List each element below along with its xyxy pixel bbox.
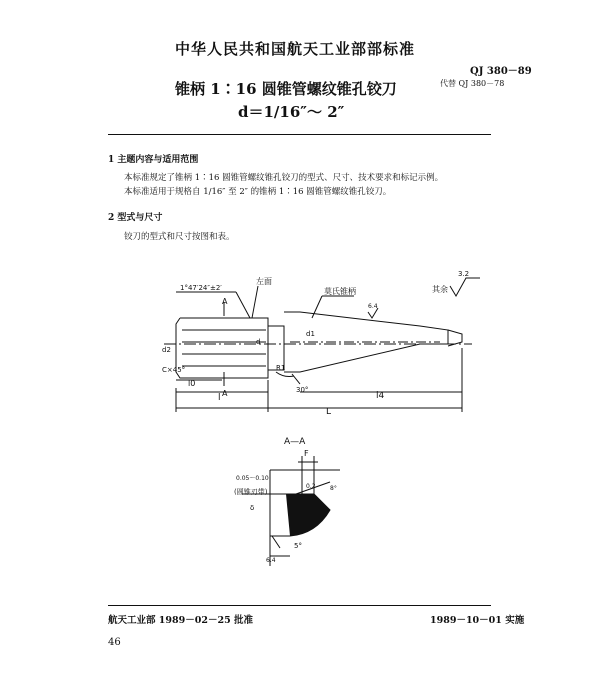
dim-d1-label: d1 xyxy=(306,330,315,338)
approval-date: 航天工业部 1989－02－25 批准 xyxy=(108,615,253,626)
angle-5-label: 5° xyxy=(294,542,302,550)
dim-F-label: F xyxy=(304,449,309,458)
section-1-paragraph-2: 本标准适用于规格自 1/16″ 至 2″ 的锥柄 1∶16 圆锥管螺纹锥孔铰刀。 xyxy=(124,187,392,197)
dim-l0-label: l0 xyxy=(188,379,196,388)
other-roughness-label: 其余 xyxy=(432,285,448,294)
label-top: 左面 xyxy=(256,277,272,286)
document-subtitle: d＝1/16″～ 2″ xyxy=(238,103,345,121)
page-number: 46 xyxy=(108,637,121,648)
finish-value-shank: 6.4 xyxy=(368,303,378,310)
chamfer-label: C×45° xyxy=(162,366,186,374)
land-note: (圆锥刃带) xyxy=(234,488,268,496)
standard-number: QJ 380－89 xyxy=(470,66,532,77)
dim-d2-label: d2 xyxy=(162,346,171,354)
dim-d-label: d xyxy=(256,338,261,346)
delta-label: δ xyxy=(250,504,255,512)
angle-30-label: 30° xyxy=(296,386,309,394)
issuing-authority: 中华人民共和国航天工业部部标准 xyxy=(175,40,416,58)
effective-date: 1989－10－01 实施 xyxy=(430,615,525,626)
radius-label: R1 xyxy=(276,364,286,372)
section-title: A—A xyxy=(284,437,306,447)
finish-value-section: 6.4 xyxy=(266,557,276,564)
section-heading-1: 1 主题内容与适用范围 xyxy=(108,155,199,165)
angle-8-label: 8° xyxy=(330,485,337,492)
footer-rule xyxy=(108,605,491,606)
reamer-cutting-outline xyxy=(176,318,268,378)
roughness-value: 3.2 xyxy=(458,270,470,278)
roughness-02: 0.2 xyxy=(306,483,316,490)
dim-L-label: L xyxy=(326,407,332,417)
land-tolerance: 0.05～0.10 xyxy=(236,475,269,482)
document-title: 锥柄 1∶16 圆锥管螺纹锥孔铰刀 xyxy=(175,80,397,98)
replaces-standard: 代替 QJ 380－78 xyxy=(440,79,505,88)
section-mark-top: A xyxy=(222,297,228,306)
section-2-paragraph-1: 铰刀的型式和尺寸按图和表。 xyxy=(124,232,235,242)
section-heading-2: 2 型式与尺寸 xyxy=(108,213,163,223)
dim-l4-label: l4 xyxy=(376,391,385,401)
section-mark-bottom: A xyxy=(222,389,228,398)
taper-shank-label: 莫氏锥柄 xyxy=(324,287,356,296)
dim-l-label: l xyxy=(218,393,221,403)
angle-note: 1°47′24″±2′ xyxy=(180,284,222,292)
section-1-paragraph-1: 本标准规定了锥柄 1∶16 圆锥管螺纹锥孔铰刀的型式、尺寸、技术要求和标记示例。 xyxy=(124,173,444,183)
